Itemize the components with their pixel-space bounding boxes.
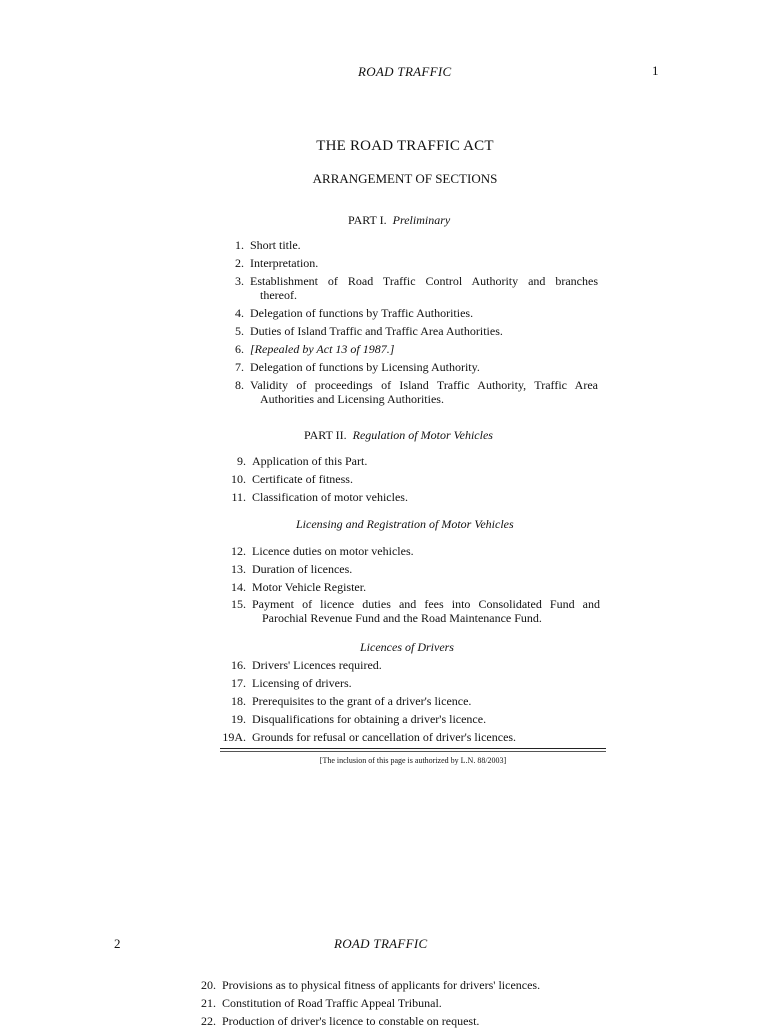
toc-item-continuation: thereof. [260,288,297,302]
running-head: ROAD TRAFFIC [334,936,428,951]
toc-item-number: 12. [231,544,246,558]
toc-item-text: Disqualifications for obtaining a driver's licence. [252,712,487,726]
toc-item [235,238,301,252]
toc-item-text: Provisions as to physical fitness of applicants for drivers' licences. [222,978,541,992]
drivers-subheading: Licences of Drivers [360,640,454,654]
toc-item-text: Duration of licences. [252,562,353,576]
toc-item [231,562,353,576]
toc-item [231,597,600,625]
toc-item-text: Licence duties on motor vehicles. [252,544,414,558]
toc-item-number: 5. [235,324,244,338]
toc-item-number: 13. [231,562,246,576]
act-title: THE ROAD TRAFFIC ACT [316,138,494,154]
part-1-subtitle: Preliminary [392,213,451,227]
footer-rule [220,748,606,749]
toc-item-continuation: Authorities and Licensing Authorities. [260,392,444,406]
toc-item [201,1014,480,1028]
part-1-label: PART I. [348,213,387,227]
part-2-label: PART II. [304,428,347,442]
toc-item-text: Grounds for refusal or cancellation of driver's licences. [252,730,517,744]
toc-item [235,274,598,302]
toc-item-text: Prerequisites to the grant of a driver's licence. [252,694,472,708]
toc-item-number: 11. [231,490,246,504]
arrangement-title: ARRANGEMENT OF SECTIONS [312,171,498,186]
page-number: 2 [114,936,121,951]
toc-item-text: [Repealed by Act 13 of 1987.] [250,342,395,356]
toc-item [231,712,487,726]
toc-item-number: 2. [235,256,244,270]
toc-item [222,730,517,744]
licensing-subheading: Licensing and Registration of Motor Vehicles [296,517,514,531]
toc-item-number: 19. [231,712,246,726]
toc-item-number: 18. [231,694,246,708]
footnote: [The inclusion of this page is authorized by L.N. 88/2003] [319,756,507,765]
toc-item-text: Duties of Island Traffic and Traffic Area Authorities. [250,324,503,338]
toc-item [235,342,395,356]
toc-item-number: 15. [231,597,246,611]
toc-item-number: 14. [231,580,246,594]
toc-item-number: 1. [235,238,244,252]
toc-item-text: Delegation of functions by Traffic Authorities. [250,306,474,320]
toc-item-number: 16. [231,658,246,672]
toc-item-number: 8. [235,378,244,392]
toc-item-text: Certificate of fitness. [252,472,353,486]
toc-item-text: Drivers' Licences required. [252,658,382,672]
toc-item [235,378,598,406]
toc-item [231,544,414,558]
page-number: 1 [652,63,659,78]
toc-item-text: Constitution of Road Traffic Appeal Tribunal. [222,996,442,1010]
toc-item-number: 20. [201,978,216,992]
part-1-heading [348,213,450,228]
toc-item-continuation: Parochial Revenue Fund and the Road Maintenance Fund. [262,611,542,625]
toc-item-text: Delegation of functions by Licensing Authority. [250,360,480,374]
footer-rule [220,751,606,752]
toc-item [231,694,472,708]
toc-item-text: Production of driver's licence to constable on request. [222,1014,480,1028]
toc-item [231,658,382,672]
toc-item-text: Licensing of drivers. [252,676,352,690]
toc-item [231,490,408,504]
toc-item-number: 22. [201,1014,216,1028]
toc-item [235,306,474,320]
toc-item [235,360,480,374]
toc-item [235,324,503,338]
part-2-heading [304,428,493,443]
toc-item-number: 17. [231,676,246,690]
toc-item-text: Motor Vehicle Register. [252,580,367,594]
toc-item-number: 21. [201,996,216,1010]
toc-item-number: 7. [235,360,244,374]
toc-item-number: 6. [235,342,244,356]
toc-item-text: Payment of licence duties and fees into Consolidated Fund and [252,597,600,611]
toc-item-number: 10. [231,472,246,486]
toc-item [231,676,352,690]
toc-item-text: Establishment of Road Traffic Control Authority and branches [250,274,598,288]
toc-item [235,256,319,270]
running-head: ROAD TRAFFIC [358,64,452,79]
toc-item-number: 9. [237,454,246,468]
toc-item-text: Short title. [250,238,301,252]
toc-item [201,996,442,1010]
toc-item-text: Interpretation. [250,256,319,270]
toc-item [237,454,368,468]
toc-item-text: Classification of motor vehicles. [252,490,408,504]
toc-item [231,472,353,486]
toc-item-number: 3. [235,274,244,288]
toc-item-text: Application of this Part. [252,454,368,468]
toc-item [201,978,541,992]
toc-item [231,580,367,594]
toc-item-number: 19A. [222,730,246,744]
toc-item-number: 4. [235,306,244,320]
part-2-subtitle: Regulation of Motor Vehicles [352,428,493,442]
toc-item-text: Validity of proceedings of Island Traffic Authority, Traffic Area [250,378,598,392]
